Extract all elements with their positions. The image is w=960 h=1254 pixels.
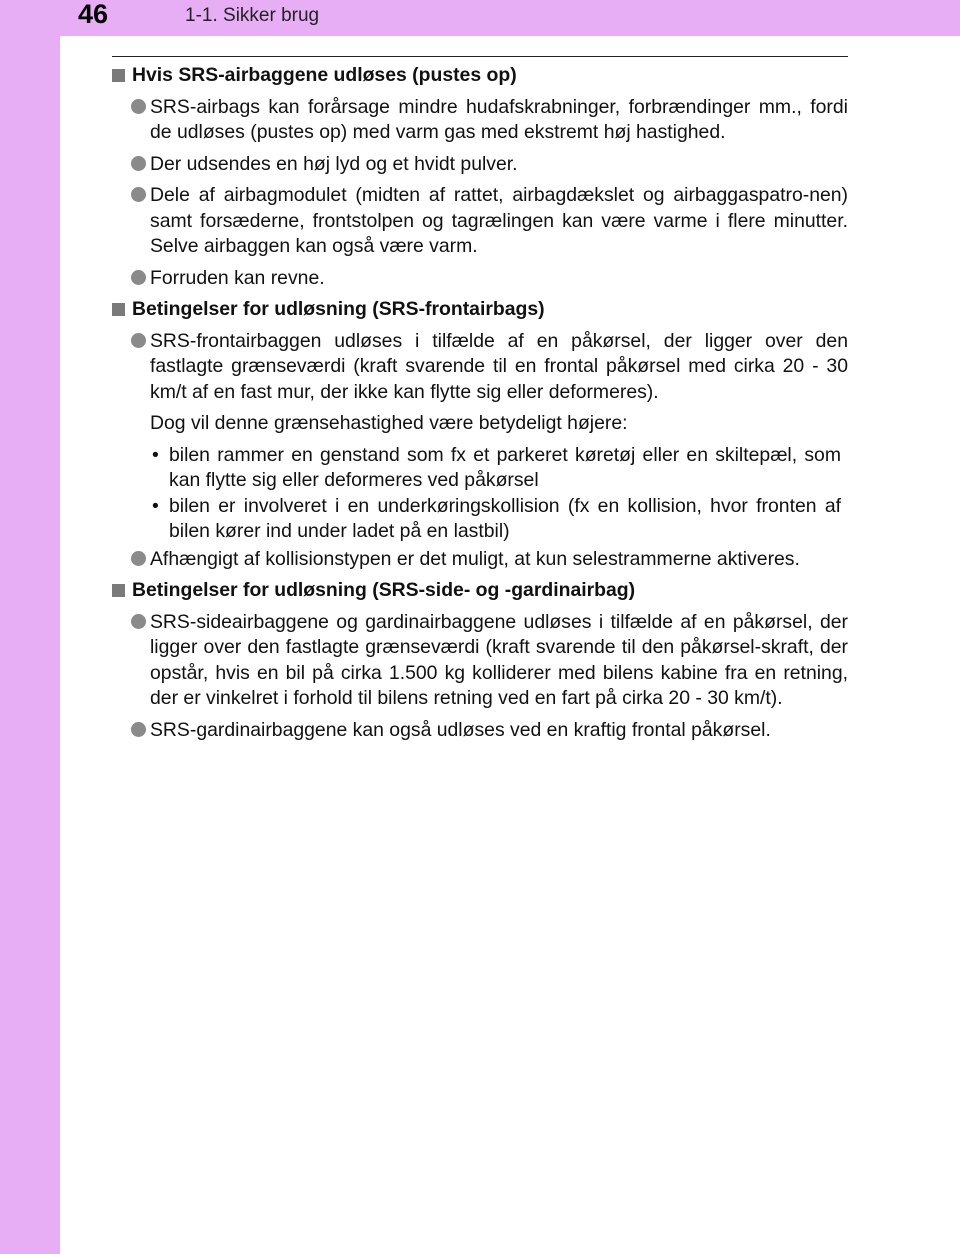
- circle-bullet-icon: [131, 156, 146, 171]
- sub-bullet-icon: •: [152, 443, 159, 466]
- square-marker-icon: [112, 303, 125, 316]
- section-heading: [112, 63, 848, 89]
- bullet-text: SRS-gardinairbaggene kan også udløses ved en kraftig frontal påkørsel.: [150, 718, 771, 741]
- circle-bullet-icon: [131, 187, 146, 202]
- section-heading: [112, 297, 848, 323]
- circle-bullet-icon: [131, 551, 146, 566]
- circle-bullet-icon: [131, 333, 146, 348]
- circle-bullet-icon: [131, 614, 146, 629]
- section-heading-text: Betingelser for udløsning (SRS-side- og -gardinairbag): [132, 579, 636, 601]
- bullet-item: [112, 718, 848, 744]
- bullet-item: [112, 95, 848, 146]
- sub-list: [112, 443, 848, 545]
- bullet-item: [112, 152, 848, 178]
- bullet-text: SRS-frontairbaggen udløses i tilfælde af en påkørsel, der ligger over den fastlagte grænseværdi (kraft svarende til en frontal påkørsel med cirka 20 - 30 km/t af en fast mur, der ikke kan flytte sig eller deformeres).: [150, 329, 848, 403]
- bullet-text: Forruden kan revne.: [150, 266, 325, 289]
- bullet-item: [112, 610, 848, 712]
- note-paragraph: Dog vil denne grænsehastighed være betydeligt højere:: [150, 412, 628, 434]
- square-marker-icon: [112, 584, 125, 597]
- bullet-item: [112, 183, 848, 260]
- bullet-item: [112, 547, 848, 573]
- bullet-text: Dele af airbagmodulet (midten af rattet, airbagdækslet og airbaggaspatro-nen) samt forsæderne, frontstolpen og tagrælingen kan være varme i flere minutter. Selve airbaggen kan også være varm.: [150, 184, 848, 257]
- square-marker-icon: [112, 69, 125, 82]
- bullet-item: [112, 266, 848, 292]
- circle-bullet-icon: [131, 722, 146, 737]
- bullet-text: SRS-airbags kan forårsage mindre hudafskrabninger, forbrændinger mm., fordi de udløses (pustes op) med varm gas med ekstremt høj hastighed.: [150, 95, 848, 143]
- section-heading: [112, 578, 848, 604]
- bullet-text: Der udsendes en høj lyd og et hvidt pulver.: [150, 152, 518, 175]
- circle-bullet-icon: [131, 99, 146, 114]
- bullet-text: SRS-sideairbaggene og gardinairbaggene udløses i tilfælde af en påkørsel, der ligger over den fastlagte grænseværdi (kraft svarende til den påkørsel-skraft, der opstår, hvis en bil på cirka 1.500 kg kolliderer med bilens kabine fra en retning, der er vinkelret i forhold til bilens retning ved en fart på cirka 20 - 30 km/t).: [150, 610, 848, 709]
- sub-list-item: [150, 494, 841, 545]
- side-color-band: [0, 0, 60, 1254]
- sub-list-text: bilen er involveret i en underkøringskollision (fx en kollision, hvor fronten af bilen kører ind under ladet på en lastbil): [169, 494, 841, 542]
- page-number: 46: [78, 0, 109, 29]
- sub-list-text: bilen rammer en genstand som fx et parkeret køretøj eller en skiltepæl, som kan flytte sig eller deformeres ved påkørsel: [169, 443, 841, 491]
- bullet-item: [112, 329, 848, 406]
- section-heading-text: Betingelser for udløsning (SRS-frontairbags): [132, 298, 545, 320]
- sub-list-item: [150, 443, 841, 494]
- section-heading-text: Hvis SRS-airbaggene udløses (pustes op): [132, 64, 517, 86]
- sub-bullet-icon: •: [152, 494, 159, 517]
- bullet-text: Afhængigt af kollisionstypen er det muligt, at kun selestrammerne aktiveres.: [150, 547, 800, 570]
- header-rule: [112, 56, 848, 57]
- page-content: [112, 63, 848, 749]
- section-title: 1-1. Sikker brug: [185, 5, 320, 26]
- circle-bullet-icon: [131, 270, 146, 285]
